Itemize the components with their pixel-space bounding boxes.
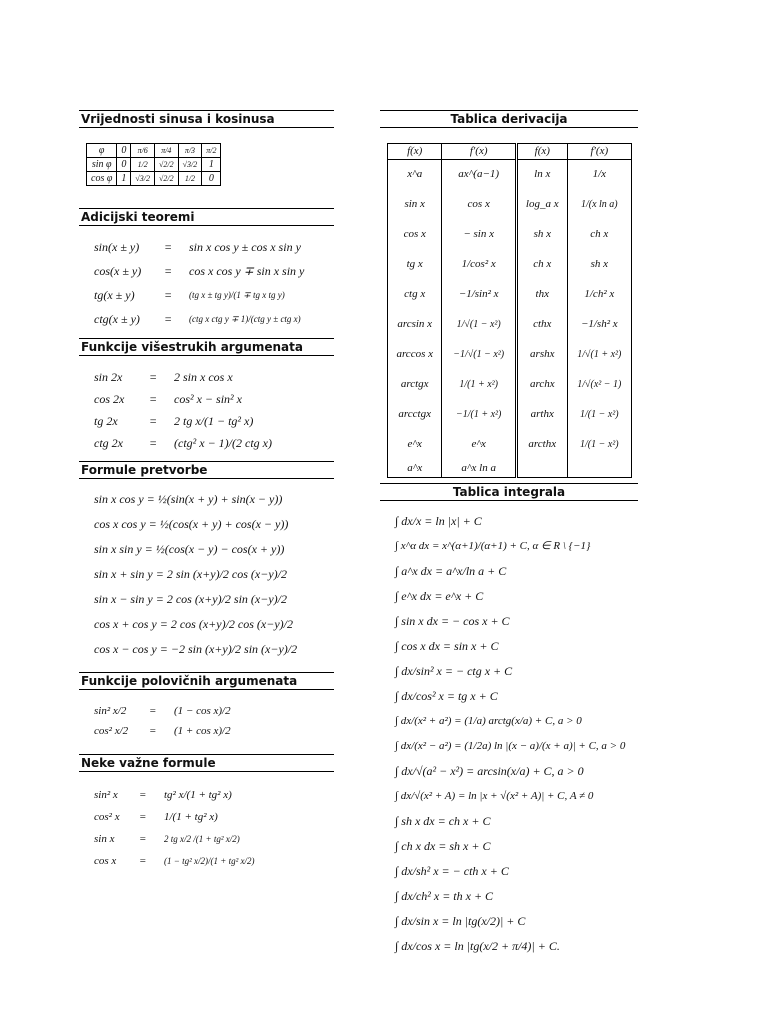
table-cell: arctgx: [388, 370, 442, 400]
table-cell: 1: [202, 158, 221, 172]
formula-eq: =: [164, 312, 173, 326]
section-title-pretvorbe: Formule pretvorbe: [79, 461, 334, 479]
table-cell: sh x: [567, 250, 631, 280]
formula-line: [94, 412, 334, 430]
formula-line: ∫ dx/√(a² − x²) = arcsin(x/a) + C, a > 0: [395, 764, 584, 778]
formula-eq: =: [149, 414, 158, 428]
table-row: [87, 144, 221, 158]
formula-lhs: cos² x: [94, 811, 120, 823]
formula-eq: =: [139, 833, 147, 845]
table-cell: √2/2: [155, 158, 179, 172]
formula-lhs: sin(x ± y): [94, 240, 140, 254]
formula-line: sin x − sin y = 2 cos (x+y)/2 sin (x−y)/2: [94, 592, 288, 606]
formula-rhs: (1 − cos x)/2: [174, 705, 231, 717]
table-cell: 1/ch² x: [567, 280, 631, 310]
formula-line: ∫ dx/sin x = ln |tg(x/2)| + C: [395, 914, 526, 928]
formula-rhs: 2 tg x/(1 − tg² x): [174, 414, 254, 428]
formula-line: ∫ dx/cos² x = tg x + C: [395, 689, 498, 703]
formula-lhs: sin² x: [94, 789, 118, 801]
table-header-row: [388, 144, 632, 160]
formula-line: ∫ dx/(x² − a²) = (1/2a) ln |(x − a)/(x + a)| + C, a > 0: [395, 740, 626, 752]
section-title-integrali: Tablica integrala: [380, 483, 638, 501]
formula-lhs: ctg(x ± y): [94, 312, 140, 326]
formula-line: [94, 722, 334, 740]
formula-rhs: 2 tg x/2 /(1 + tg² x/2): [164, 834, 240, 844]
table-cell: ln x: [516, 160, 567, 190]
formula-lhs: ctg 2x: [94, 436, 123, 450]
formula-eq: =: [139, 789, 147, 801]
formula-rhs: (ctg² x − 1)/(2 ctg x): [174, 436, 272, 450]
formula-line: ∫ a^x dx = a^x/ln a + C: [395, 564, 507, 578]
table-cell: 1/(1 − x²): [567, 400, 631, 430]
formula-rhs: (ctg x ctg y ∓ 1)/(ctg y ± ctg x): [189, 314, 301, 324]
formula-lhs: sin 2x: [94, 370, 123, 384]
section-title-polovicni: Funkcije polovičnih argumenata: [79, 672, 334, 690]
formula-lhs: cos x: [94, 855, 117, 867]
formula-line: [94, 852, 334, 870]
table-cell: arcctgx: [388, 400, 442, 430]
formula-eq: =: [149, 725, 157, 737]
formula-line: cos x + cos y = 2 cos (x+y)/2 cos (x−y)/2: [94, 617, 293, 631]
table-row: [388, 190, 632, 220]
formula-eq: =: [164, 240, 173, 254]
table-cell: π/2: [202, 144, 221, 158]
formula-eq: =: [149, 370, 158, 384]
table-row: [388, 160, 632, 190]
formula-line: ∫ dx/ch² x = th x + C: [395, 889, 494, 903]
table-cell: a^x ln a: [442, 460, 516, 478]
formula-line: [94, 262, 334, 280]
formula-line: [94, 702, 334, 720]
formula-rhs: (tg x ± tg y)/(1 ∓ tg x tg y): [189, 290, 285, 300]
table-cell: 0: [117, 158, 131, 172]
table-cell: 1/√(x² − 1): [567, 370, 631, 400]
table-row: [388, 310, 632, 340]
table-cell: 1: [117, 172, 131, 186]
table-row: [388, 460, 632, 478]
formula-line: ∫ dx/cos x = ln |tg(x/2 + π/4)| + C.: [395, 939, 560, 953]
formula-line: ∫ dx/√(x² + A) = ln |x + √(x² + A)| + C, A ≠ 0: [395, 790, 594, 802]
formula-lhs: tg 2x: [94, 414, 118, 428]
formula-rhs: sin x cos y ± cos x sin y: [189, 240, 301, 254]
formula-line: cos x − cos y = −2 sin (x+y)/2 sin (x−y)/2: [94, 642, 298, 656]
table-cell: x^a: [388, 160, 442, 190]
formula-line: sin x cos y = ½(sin(x + y) + sin(x − y)): [94, 492, 283, 506]
section-title-vazne: Neke važne formule: [79, 754, 334, 772]
table-cell: 0: [117, 144, 131, 158]
formula-line: [94, 238, 334, 256]
table-cell: a^x: [388, 460, 442, 478]
formula-lhs: cos² x/2: [94, 725, 129, 737]
table-cell: ctg x: [388, 280, 442, 310]
table-cell: cos x: [442, 190, 516, 220]
formula-line: [94, 434, 334, 452]
formula-eq: =: [149, 705, 157, 717]
table-cell: 1/2: [178, 172, 202, 186]
table-cell: φ: [87, 144, 117, 158]
formula-line: sin x + sin y = 2 sin (x+y)/2 cos (x−y)/2: [94, 567, 288, 581]
formula-eq: =: [139, 855, 147, 867]
formula-lhs: sin x: [94, 833, 115, 845]
formula-line: [94, 310, 334, 328]
formula-lhs: sin² x/2: [94, 705, 127, 717]
table-row: [388, 370, 632, 400]
table-cell: −1/√(1 − x²): [442, 340, 516, 370]
section-title-sin-cos: Vrijednosti sinusa i kosinusa: [79, 110, 334, 128]
table-cell: sin φ: [87, 158, 117, 172]
table-cell: ax^(a−1): [442, 160, 516, 190]
formula-rhs: (1 − tg² x/2)/(1 + tg² x/2): [164, 856, 255, 866]
table-cell: sin x: [388, 190, 442, 220]
table-cell: tg x: [388, 250, 442, 280]
table-row: [388, 280, 632, 310]
formula-line: sin x sin y = ½(cos(x − y) − cos(x + y)): [94, 542, 285, 556]
table-cell: 1/(x ln a): [567, 190, 631, 220]
formula-rhs: tg² x/(1 + tg² x): [164, 789, 232, 801]
formula-line: [94, 390, 334, 408]
formula-eq: =: [139, 811, 147, 823]
formula-line: ∫ dx/(x² + a²) = (1/a) arctg(x/a) + C, a > 0: [395, 715, 582, 727]
table-cell: 1/cos² x: [442, 250, 516, 280]
table-cell: 1/(1 − x²): [567, 430, 631, 460]
table-cell: √3/2: [178, 158, 202, 172]
table-cell: 1/(1 + x²): [442, 370, 516, 400]
table-cell: ch x: [567, 220, 631, 250]
formula-rhs: (1 + cos x)/2: [174, 725, 231, 737]
table-row: [388, 250, 632, 280]
sin-cos-values-table: [86, 143, 221, 186]
formula-eq: =: [149, 436, 158, 450]
table-cell: 1/√(1 − x²): [442, 310, 516, 340]
formula-line: ∫ cos x dx = sin x + C: [395, 639, 499, 653]
formula-line: ∫ x^α dx = x^(α+1)/(α+1) + C, α ∈ R \ {−1}: [395, 540, 591, 552]
table-cell: −1/sh² x: [567, 310, 631, 340]
formula-line: cos x cos y = ½(cos(x + y) + cos(x − y)): [94, 517, 289, 531]
derivatives-table: [387, 143, 632, 478]
table-cell: ch x: [516, 250, 567, 280]
table-cell: 1/2: [131, 158, 155, 172]
table-cell: −1/sin² x: [442, 280, 516, 310]
table-cell: arccos x: [388, 340, 442, 370]
formula-line: [94, 786, 334, 804]
table-cell: 0: [202, 172, 221, 186]
formula-eq: =: [164, 288, 173, 302]
formula-lhs: tg(x ± y): [94, 288, 135, 302]
formula-rhs: 1/(1 + tg² x): [164, 811, 218, 823]
formula-lhs: cos(x ± y): [94, 264, 142, 278]
table-cell: π/6: [131, 144, 155, 158]
table-cell: cos φ: [87, 172, 117, 186]
section-title-visestruki: Funkcije višestrukih argumenata: [79, 338, 334, 356]
table-cell: 1/x: [567, 160, 631, 190]
formula-line: [94, 368, 334, 386]
formula-line: ∫ sh x dx = ch x + C: [395, 814, 491, 828]
table-cell: − sin x: [442, 220, 516, 250]
table-header-cell: f(x): [516, 144, 567, 160]
formula-line: ∫ dx/sh² x = − cth x + C: [395, 864, 509, 878]
table-cell: sh x: [516, 220, 567, 250]
table-cell: arthx: [516, 400, 567, 430]
table-row: [87, 158, 221, 172]
section-title-derivacije: Tablica derivacija: [380, 110, 638, 128]
table-cell: archx: [516, 370, 567, 400]
table-cell: −1/(1 + x²): [442, 400, 516, 430]
table-cell: log_a x: [516, 190, 567, 220]
table-cell: [567, 460, 631, 478]
table-row: [87, 172, 221, 186]
table-header-cell: f′(x): [442, 144, 516, 160]
table-row: [388, 340, 632, 370]
formula-line: [94, 830, 334, 848]
formula-line: ∫ dx/x = ln |x| + C: [395, 514, 482, 528]
table-cell: arshx: [516, 340, 567, 370]
table-cell: e^x: [442, 430, 516, 460]
table-cell: π/4: [155, 144, 179, 158]
formula-eq: =: [149, 392, 158, 406]
formula-rhs: cos x cos y ∓ sin x sin y: [189, 264, 305, 278]
table-cell: cthx: [516, 310, 567, 340]
table-cell: √2/2: [155, 172, 179, 186]
table-cell: 1/√(1 + x²): [567, 340, 631, 370]
formula-lhs: cos 2x: [94, 392, 125, 406]
table-cell: thx: [516, 280, 567, 310]
formula-line: ∫ dx/sin² x = − ctg x + C: [395, 664, 513, 678]
table-row: [388, 430, 632, 460]
formula-eq: =: [164, 264, 173, 278]
table-cell: π/3: [178, 144, 202, 158]
table-cell: e^x: [388, 430, 442, 460]
table-row: [388, 220, 632, 250]
formula-rhs: cos² x − sin² x: [174, 392, 242, 406]
formula-line: ∫ e^x dx = e^x + C: [395, 589, 484, 603]
table-cell: [516, 460, 567, 478]
formula-line: [94, 286, 334, 304]
table-cell: cos x: [388, 220, 442, 250]
formula-line: ∫ ch x dx = sh x + C: [395, 839, 491, 853]
formula-rhs: 2 sin x cos x: [174, 370, 233, 384]
table-row: [388, 400, 632, 430]
table-cell: √3/2: [131, 172, 155, 186]
formula-line: [94, 808, 334, 826]
table-header-cell: f(x): [388, 144, 442, 160]
formula-line: ∫ sin x dx = − cos x + C: [395, 614, 510, 628]
table-header-cell: f′(x): [567, 144, 631, 160]
section-title-adicijski: Adicijski teoremi: [79, 208, 334, 226]
table-cell: arcthx: [516, 430, 567, 460]
table-cell: arcsin x: [388, 310, 442, 340]
